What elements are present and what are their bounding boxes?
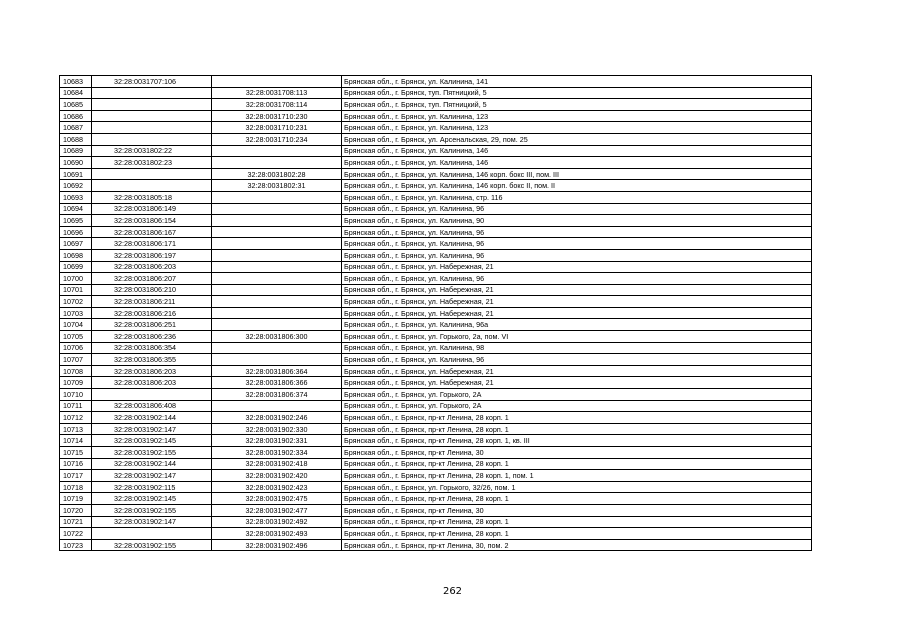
cadastral-number-cell: 32:28:0031902:147 <box>92 423 212 435</box>
row-number-cell: 10704 <box>60 319 92 331</box>
room-cadastral-number-cell <box>212 261 342 273</box>
room-cadastral-number-cell: 32:28:0031902:493 <box>212 528 342 540</box>
cadastral-number-cell: 32:28:0031806:251 <box>92 319 212 331</box>
address-cell: Брянская обл., г. Брянск, пр-кт Ленина, 30 <box>342 447 812 459</box>
row-number-cell: 10711 <box>60 400 92 412</box>
address-cell: Брянская обл., г. Брянск, ул. Калинина, стр. 116 <box>342 191 812 203</box>
room-cadastral-number-cell: 32:28:0031902:496 <box>212 539 342 551</box>
cadastral-number-cell: 32:28:0031802:22 <box>92 145 212 157</box>
address-cell: Брянская обл., г. Брянск, ул. Горького, 2а, пом. VI <box>342 331 812 343</box>
table-row <box>60 481 812 493</box>
row-number-cell: 10713 <box>60 423 92 435</box>
row-number-cell: 10702 <box>60 296 92 308</box>
row-number-cell: 10685 <box>60 99 92 111</box>
room-cadastral-number-cell: 32:28:0031902:330 <box>212 423 342 435</box>
table-row <box>60 249 812 261</box>
row-number-cell: 10686 <box>60 110 92 122</box>
room-cadastral-number-cell: 32:28:0031806:300 <box>212 331 342 343</box>
address-cell: Брянская обл., г. Брянск, пр-кт Ленина, 28 корп. 1 <box>342 528 812 540</box>
row-number-cell: 10695 <box>60 215 92 227</box>
cadastral-number-cell <box>92 168 212 180</box>
address-cell: Брянская обл., г. Брянск, туп. Пятницкий, 5 <box>342 99 812 111</box>
address-cell: Брянская обл., г. Брянск, ул. Калинина, 98 <box>342 342 812 354</box>
room-cadastral-number-cell: 32:28:0031902:420 <box>212 470 342 482</box>
cadastral-number-cell: 32:28:0031902:145 <box>92 435 212 447</box>
row-number-cell: 10700 <box>60 273 92 285</box>
room-cadastral-number-cell <box>212 157 342 169</box>
row-number-cell: 10691 <box>60 168 92 180</box>
row-number-cell: 10693 <box>60 191 92 203</box>
room-cadastral-number-cell <box>212 249 342 261</box>
row-number-cell: 10689 <box>60 145 92 157</box>
address-cell: Брянская обл., г. Брянск, пр-кт Ленина, 28 корп. 1 <box>342 412 812 424</box>
row-number-cell: 10701 <box>60 284 92 296</box>
cadastral-number-cell: 32:28:0031902:147 <box>92 470 212 482</box>
cadastral-number-cell <box>92 87 212 99</box>
row-number-cell: 10688 <box>60 133 92 145</box>
room-cadastral-number-cell <box>212 319 342 331</box>
room-cadastral-number-cell <box>212 226 342 238</box>
address-cell: Брянская обл., г. Брянск, ул. Набережная, 21 <box>342 365 812 377</box>
cadastral-number-cell <box>92 110 212 122</box>
table-row <box>60 226 812 238</box>
table-row <box>60 435 812 447</box>
table-row <box>60 122 812 134</box>
address-cell: Брянская обл., г. Брянск, ул. Набережная, 21 <box>342 377 812 389</box>
room-cadastral-number-cell: 32:28:0031710:231 <box>212 122 342 134</box>
address-cell: Брянская обл., г. Брянск, ул. Набережная, 21 <box>342 261 812 273</box>
table-row <box>60 168 812 180</box>
row-number-cell: 10709 <box>60 377 92 389</box>
page-number: 262 <box>442 586 463 597</box>
table-row <box>60 470 812 482</box>
room-cadastral-number-cell: 32:28:0031710:230 <box>212 110 342 122</box>
room-cadastral-number-cell: 32:28:0031806:366 <box>212 377 342 389</box>
table-row <box>60 203 812 215</box>
address-cell: Брянская обл., г. Брянск, ул. Горького, 32/26, пом. 1 <box>342 481 812 493</box>
row-number-cell: 10699 <box>60 261 92 273</box>
cadastral-number-cell: 32:28:0031806:216 <box>92 307 212 319</box>
table-row <box>60 493 812 505</box>
address-cell: Брянская обл., г. Брянск, ул. Калинина, 141 <box>342 76 812 88</box>
table-row <box>60 133 812 145</box>
row-number-cell: 10698 <box>60 249 92 261</box>
room-cadastral-number-cell <box>212 191 342 203</box>
address-cell: Брянская обл., г. Брянск, ул. Калинина, 146 <box>342 145 812 157</box>
row-number-cell: 10715 <box>60 447 92 459</box>
cadastral-number-cell: 32:28:0031806:203 <box>92 365 212 377</box>
table-row <box>60 284 812 296</box>
table-row <box>60 110 812 122</box>
room-cadastral-number-cell <box>212 307 342 319</box>
table-row <box>60 365 812 377</box>
table-row <box>60 261 812 273</box>
address-cell: Брянская обл., г. Брянск, пр-кт Ленина, 28 корп. 1 <box>342 458 812 470</box>
cadastral-number-cell <box>92 389 212 401</box>
cadastral-number-cell: 32:28:0031802:23 <box>92 157 212 169</box>
cadastral-number-cell: 32:28:0031902:144 <box>92 458 212 470</box>
row-number-cell: 10712 <box>60 412 92 424</box>
cadastral-number-cell: 32:28:0031805:18 <box>92 191 212 203</box>
row-number-cell: 10718 <box>60 481 92 493</box>
room-cadastral-number-cell: 32:28:0031902:418 <box>212 458 342 470</box>
address-cell: Брянская обл., г. Брянск, ул. Калинина, 96 <box>342 354 812 366</box>
row-number-cell: 10720 <box>60 504 92 516</box>
address-cell: Брянская обл., г. Брянск, ул. Калинина, 96а <box>342 319 812 331</box>
room-cadastral-number-cell: 32:28:0031708:114 <box>212 99 342 111</box>
address-cell: Брянская обл., г. Брянск, пр-кт Ленина, 28 корп. 1 <box>342 516 812 528</box>
room-cadastral-number-cell: 32:28:0031902:477 <box>212 504 342 516</box>
table-row <box>60 458 812 470</box>
table-row <box>60 307 812 319</box>
cadastral-number-cell <box>92 528 212 540</box>
address-cell: Брянская обл., г. Брянск, ул. Набережная, 21 <box>342 284 812 296</box>
address-cell: Брянская обл., г. Брянск, ул. Калинина, 146 корп. бокс III, пом. III <box>342 168 812 180</box>
address-cell: Брянская обл., г. Брянск, ул. Горького, 2А <box>342 400 812 412</box>
row-number-cell: 10708 <box>60 365 92 377</box>
row-number-cell: 10687 <box>60 122 92 134</box>
row-number-cell: 10722 <box>60 528 92 540</box>
row-number-cell: 10690 <box>60 157 92 169</box>
room-cadastral-number-cell <box>212 203 342 215</box>
room-cadastral-number-cell <box>212 284 342 296</box>
table-row <box>60 157 812 169</box>
table-row <box>60 191 812 203</box>
row-number-cell: 10683 <box>60 76 92 88</box>
table-row <box>60 238 812 250</box>
row-number-cell: 10703 <box>60 307 92 319</box>
table-row <box>60 412 812 424</box>
table-row <box>60 528 812 540</box>
address-cell: Брянская обл., г. Брянск, ул. Арсенальская, 29, пом. 25 <box>342 133 812 145</box>
row-number-cell: 10696 <box>60 226 92 238</box>
room-cadastral-number-cell: 32:28:0031902:331 <box>212 435 342 447</box>
table-row <box>60 145 812 157</box>
row-number-cell: 10692 <box>60 180 92 192</box>
room-cadastral-number-cell <box>212 342 342 354</box>
cadastral-number-cell: 32:28:0031902:155 <box>92 539 212 551</box>
table-row <box>60 296 812 308</box>
address-cell: Брянская обл., г. Брянск, ул. Калинина, 96 <box>342 249 812 261</box>
table-row <box>60 215 812 227</box>
room-cadastral-number-cell: 32:28:0031806:374 <box>212 389 342 401</box>
address-cell: Брянская обл., г. Брянск, ул. Калинина, 123 <box>342 122 812 134</box>
cadastral-number-cell: 32:28:0031902:147 <box>92 516 212 528</box>
table-row <box>60 423 812 435</box>
address-cell: Брянская обл., г. Брянск, ул. Калинина, 96 <box>342 238 812 250</box>
cadastral-number-cell: 32:28:0031902:155 <box>92 447 212 459</box>
room-cadastral-number-cell <box>212 238 342 250</box>
cadastral-number-cell: 32:28:0031806:171 <box>92 238 212 250</box>
table-row <box>60 342 812 354</box>
room-cadastral-number-cell <box>212 76 342 88</box>
room-cadastral-number-cell: 32:28:0031902:492 <box>212 516 342 528</box>
address-cell: Брянская обл., г. Брянск, ул. Калинина, 123 <box>342 110 812 122</box>
cadastral-number-cell <box>92 122 212 134</box>
address-cell: Брянская обл., г. Брянск, ул. Набережная, 21 <box>342 296 812 308</box>
row-number-cell: 10721 <box>60 516 92 528</box>
room-cadastral-number-cell: 32:28:0031902:246 <box>212 412 342 424</box>
table-row <box>60 180 812 192</box>
row-number-cell: 10717 <box>60 470 92 482</box>
table-row <box>60 319 812 331</box>
address-cell: Брянская обл., г. Брянск, пр-кт Ленина, 28 корп. 1 <box>342 423 812 435</box>
cadastral-number-cell: 32:28:0031806:355 <box>92 354 212 366</box>
room-cadastral-number-cell: 32:28:0031802:28 <box>212 168 342 180</box>
cadastral-number-cell: 32:28:0031806:211 <box>92 296 212 308</box>
room-cadastral-number-cell: 32:28:0031902:423 <box>212 481 342 493</box>
cadastral-number-cell: 32:28:0031902:144 <box>92 412 212 424</box>
row-number-cell: 10694 <box>60 203 92 215</box>
address-cell: Брянская обл., г. Брянск, ул. Калинина, 96 <box>342 226 812 238</box>
address-cell: Брянская обл., г. Брянск, пр-кт Ленина, 30 <box>342 504 812 516</box>
address-cell: Брянская обл., г. Брянск, ул. Калинина, 96 <box>342 273 812 285</box>
address-cell: Брянская обл., г. Брянск, пр-кт Ленина, 28 корп. 1 <box>342 493 812 505</box>
room-cadastral-number-cell: 32:28:0031902:475 <box>212 493 342 505</box>
address-cell: Брянская обл., г. Брянск, ул. Набережная, 21 <box>342 307 812 319</box>
address-cell: Брянская обл., г. Брянск, пр-кт Ленина, 28 корп. 1, кв. III <box>342 435 812 447</box>
room-cadastral-number-cell: 32:28:0031710:234 <box>212 133 342 145</box>
row-number-cell: 10710 <box>60 389 92 401</box>
table-row <box>60 516 812 528</box>
row-number-cell: 10684 <box>60 87 92 99</box>
room-cadastral-number-cell <box>212 354 342 366</box>
row-number-cell: 10706 <box>60 342 92 354</box>
address-cell: Брянская обл., г. Брянск, ул. Горького, 2А <box>342 389 812 401</box>
cadastral-number-cell: 32:28:0031806:210 <box>92 284 212 296</box>
cadastral-number-cell: 32:28:0031902:155 <box>92 504 212 516</box>
address-cell: Брянская обл., г. Брянск, туп. Пятницкий, 5 <box>342 87 812 99</box>
cadastral-number-cell <box>92 180 212 192</box>
cadastral-number-cell: 32:28:0031902:115 <box>92 481 212 493</box>
address-cell: Брянская обл., г. Брянск, ул. Калинина, 146 <box>342 157 812 169</box>
room-cadastral-number-cell <box>212 145 342 157</box>
cadastral-number-cell: 32:28:0031806:236 <box>92 331 212 343</box>
table-row <box>60 389 812 401</box>
cadastral-number-cell: 32:28:0031806:154 <box>92 215 212 227</box>
cadastral-number-cell: 32:28:0031806:207 <box>92 273 212 285</box>
room-cadastral-number-cell <box>212 400 342 412</box>
room-cadastral-number-cell: 32:28:0031802:31 <box>212 180 342 192</box>
table-row <box>60 87 812 99</box>
cadastral-number-cell <box>92 133 212 145</box>
table-row <box>60 377 812 389</box>
row-number-cell: 10723 <box>60 539 92 551</box>
table-row <box>60 504 812 516</box>
room-cadastral-number-cell <box>212 296 342 308</box>
row-number-cell: 10719 <box>60 493 92 505</box>
table-row <box>60 539 812 551</box>
table-row <box>60 400 812 412</box>
address-cell: Брянская обл., г. Брянск, пр-кт Ленина, 30, пом. 2 <box>342 539 812 551</box>
room-cadastral-number-cell: 32:28:0031902:334 <box>212 447 342 459</box>
row-number-cell: 10705 <box>60 331 92 343</box>
cadastral-number-cell: 32:28:0031707:106 <box>92 76 212 88</box>
table-row <box>60 99 812 111</box>
address-cell: Брянская обл., г. Брянск, пр-кт Ленина, 28 корп. 1, пом. 1 <box>342 470 812 482</box>
cadastral-number-cell <box>92 99 212 111</box>
cadastral-number-cell: 32:28:0031806:408 <box>92 400 212 412</box>
row-number-cell: 10716 <box>60 458 92 470</box>
cadastral-number-cell: 32:28:0031806:197 <box>92 249 212 261</box>
cadastral-number-cell: 32:28:0031806:203 <box>92 261 212 273</box>
cadastral-number-cell: 32:28:0031806:149 <box>92 203 212 215</box>
room-cadastral-number-cell: 32:28:0031708:113 <box>212 87 342 99</box>
registry-table-body <box>60 76 812 551</box>
address-cell: Брянская обл., г. Брянск, ул. Калинина, 90 <box>342 215 812 227</box>
table-row <box>60 76 812 88</box>
table-row <box>60 447 812 459</box>
registry-table <box>59 75 812 551</box>
row-number-cell: 10707 <box>60 354 92 366</box>
row-number-cell: 10697 <box>60 238 92 250</box>
cadastral-number-cell: 32:28:0031806:203 <box>92 377 212 389</box>
room-cadastral-number-cell: 32:28:0031806:364 <box>212 365 342 377</box>
room-cadastral-number-cell <box>212 273 342 285</box>
table-row <box>60 354 812 366</box>
cadastral-number-cell: 32:28:0031806:167 <box>92 226 212 238</box>
address-cell: Брянская обл., г. Брянск, ул. Калинина, 146 корп. бокс II, пом. II <box>342 180 812 192</box>
table-row <box>60 273 812 285</box>
table-row <box>60 331 812 343</box>
cadastral-number-cell: 32:28:0031902:145 <box>92 493 212 505</box>
address-cell: Брянская обл., г. Брянск, ул. Калинина, 96 <box>342 203 812 215</box>
room-cadastral-number-cell <box>212 215 342 227</box>
row-number-cell: 10714 <box>60 435 92 447</box>
cadastral-number-cell: 32:28:0031806:354 <box>92 342 212 354</box>
